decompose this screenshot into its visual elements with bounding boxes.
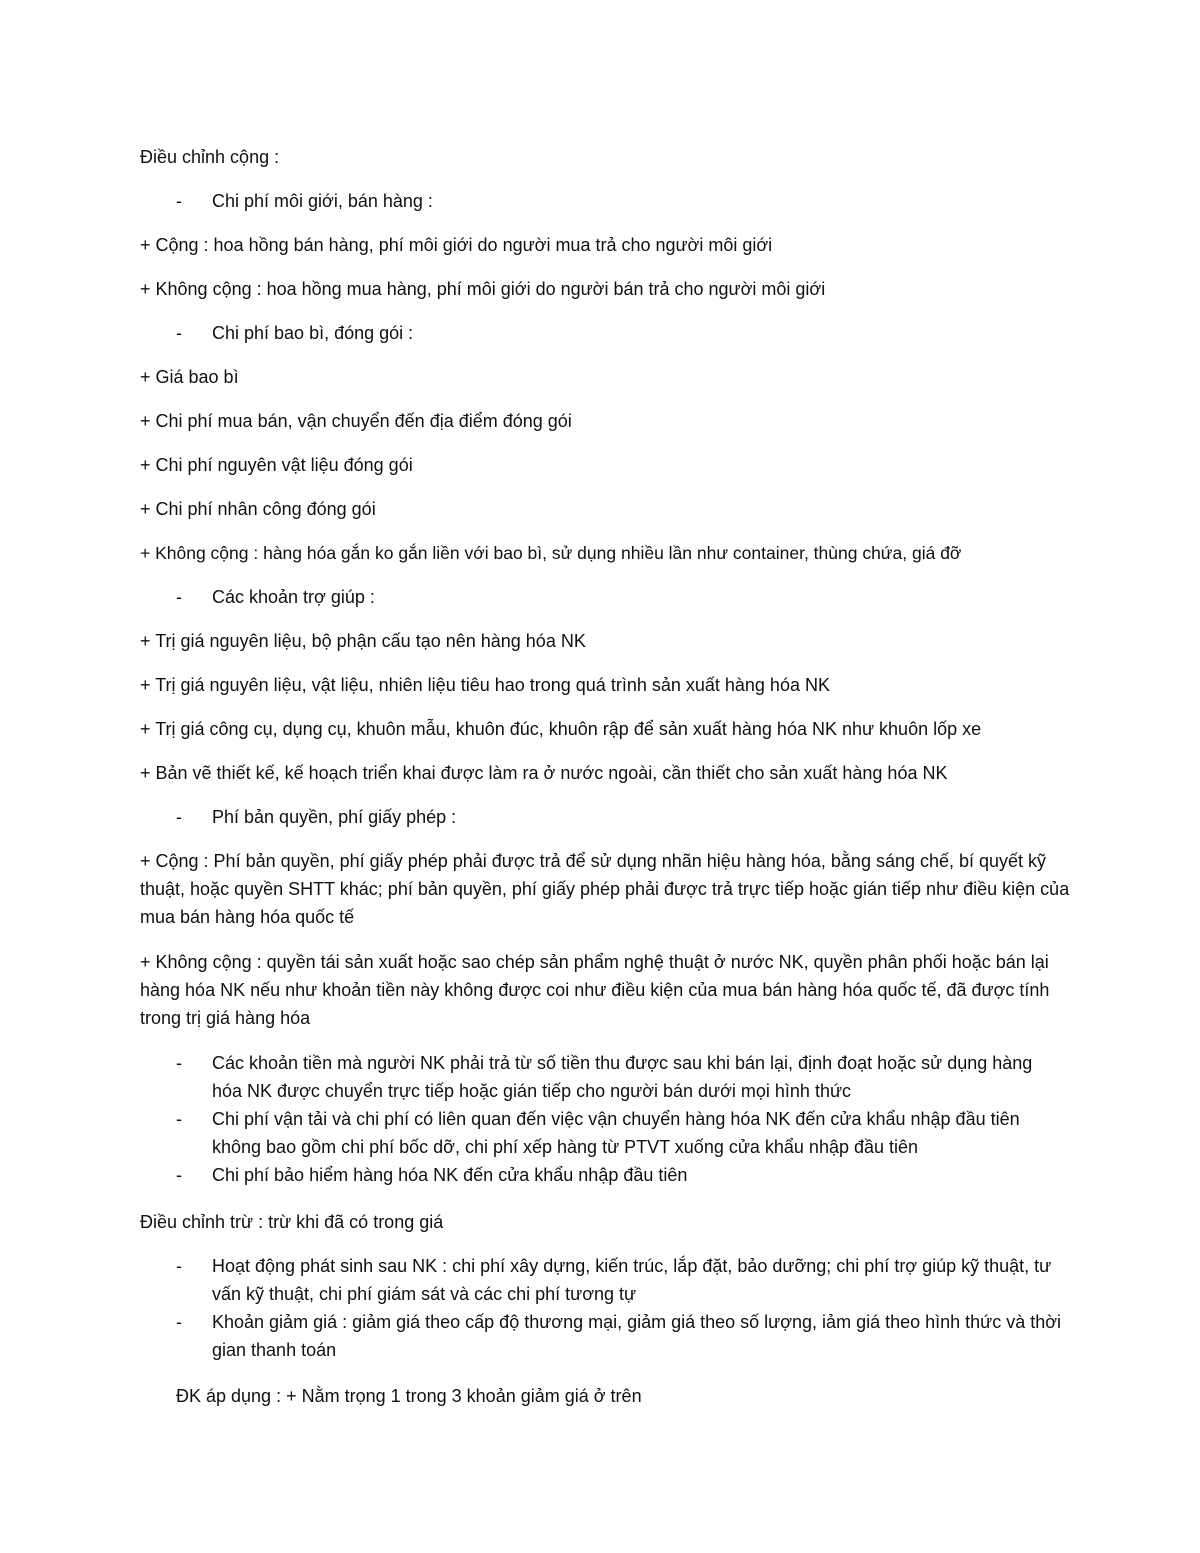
bullet-post-import: Hoạt động phát sinh sau NK : chi phí xây dựng, kiến trúc, lắp đặt, bảo dưỡng; chi phí trợ giúp kỹ thuật, tư vấn kỹ thuật, chi phí giám sát và các chi phí tương tự [212,1256,1052,1304]
bullet-dash: - [176,1053,182,1073]
bullet-dash: - [176,1165,182,1185]
bullet-dash: - [176,323,182,343]
heading-deductions: Điều chỉnh trừ : trừ khi đã có trong giá [140,1212,444,1232]
bullet-dash: - [176,1256,182,1276]
paragraph: + Giá bao bì [140,367,239,387]
paragraph: + Cộng : hoa hồng bán hàng, phí môi giới do người mua trả cho người môi giới [140,235,773,255]
paragraph: + Không cộng : hàng hóa gắn ko gắn liền với bao bì, sử dụng nhiều lần như container, thùng chứa, giá đỡ [140,543,962,563]
bullet-royalties: Phí bản quyền, phí giấy phép : [212,807,457,827]
paragraph: + Chi phí nguyên vật liệu đóng gói [140,455,413,475]
paragraph: + Chi phí nhân công đóng gói [140,499,376,519]
bullet-discounts: Khoản giảm giá : giảm giá theo cấp độ thương mại, giảm giá theo số lượng, iảm giá theo hình thức và thời gian thanh toán [212,1312,1062,1360]
paragraph: + Cộng : Phí bản quyền, phí giấy phép phải được trả để sử dụng nhãn hiệu hàng hóa, bằng sáng chế, bí quyết kỹ thuật, hoặc quyền SHTT khác; phí bản quyền, phí giấy phép phải được trả trực tiếp hoặc gián tiếp như điều kiện của mua bán hàng hóa quốc tế [140,851,1070,927]
bullet-dash: - [176,1109,182,1129]
bullet-assists: Các khoản trợ giúp : [212,587,375,607]
paragraph: + Trị giá nguyên liệu, vật liệu, nhiên liệu tiêu hao trong quá trình sản xuất hàng hóa NK [140,675,830,695]
bullet-dash: - [176,807,182,827]
bullet-dash: - [176,587,182,607]
heading-additions: Điều chỉnh cộng : [140,147,280,167]
bullet-brokerage: Chi phí môi giới, bán hàng : [212,191,433,211]
paragraph: + Trị giá công cụ, dụng cụ, khuôn mẫu, khuôn đúc, khuôn rập để sản xuất hàng hóa NK như khuôn lốp xe [140,719,982,739]
bullet-transport: Chi phí vận tải và chi phí có liên quan đến việc vận chuyển hàng hóa NK đến cửa khẩu nhập đầu tiên không bao gồm chi phí bốc dỡ, chi phí xếp hàng từ PTVT xuống cửa khẩu nhập đầu tiên [212,1109,1020,1157]
paragraph: + Bản vẽ thiết kế, kế hoạch triển khai được làm ra ở nước ngoài, cần thiết cho sản xuất hàng hóa NK [140,763,948,783]
condition-line: ĐK áp dụng : + Nằm trọng 1 trong 3 khoản giảm giá ở trên [176,1386,642,1406]
bullet-dash: - [176,1312,182,1332]
paragraph: + Trị giá nguyên liệu, bộ phận cấu tạo nên hàng hóa NK [140,631,586,651]
bullet-proceeds: Các khoản tiền mà người NK phải trả từ số tiền thu được sau khi bán lại, định đoạt hoặc sử dụng hàng hóa NK được chuyển trực tiếp hoặc gián tiếp cho người bán dưới mọi hình thức [212,1053,1033,1101]
bullet-dash: - [176,191,182,211]
paragraph: + Không cộng : hoa hồng mua hàng, phí môi giới do người bán trả cho người môi giới [140,279,826,299]
bullet-packaging: Chi phí bao bì, đóng gói : [212,323,414,343]
paragraph: + Không cộng : quyền tái sản xuất hoặc sao chép sản phẩm nghệ thuật ở nước NK, quyền phân phối hoặc bán lại hàng hóa NK nếu như khoản tiền này không được coi như điều kiện của mua bán hàng hóa quốc tế, đã được tính trong trị giá hàng hóa [140,952,1050,1028]
bullet-insurance: Chi phí bảo hiểm hàng hóa NK đến cửa khẩu nhập đầu tiên [212,1165,688,1185]
paragraph: + Chi phí mua bán, vận chuyển đến địa điểm đóng gói [140,411,572,431]
